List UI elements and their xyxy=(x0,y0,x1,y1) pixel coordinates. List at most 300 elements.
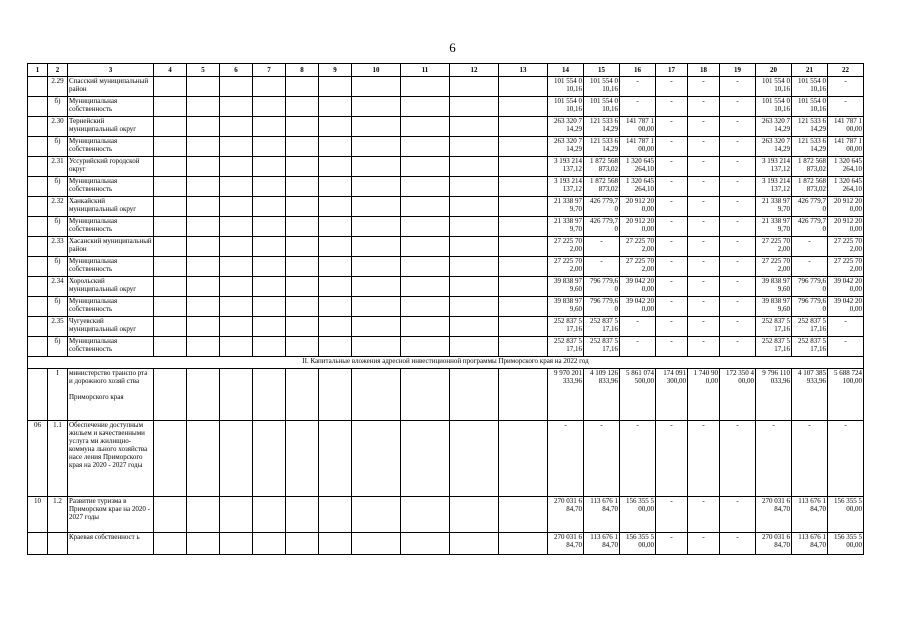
cell-empty xyxy=(286,421,319,497)
cell-empty xyxy=(319,177,352,197)
cell-col-21: 796 779,6 0 xyxy=(792,277,828,297)
header-col-5: 5 xyxy=(187,64,220,77)
page-number: 6 xyxy=(449,40,456,55)
cell-empty xyxy=(450,297,499,317)
cell-col-19: - xyxy=(720,97,756,117)
cell-empty xyxy=(154,117,187,137)
cell-empty xyxy=(253,277,286,297)
cell-col-21: 252 837 5 17,16 xyxy=(792,317,828,337)
cell-name: Хорольский муниципальный округ xyxy=(68,277,154,297)
cell-code xyxy=(28,77,48,97)
cell-col-15: 121 533 6 14,29 xyxy=(584,117,620,137)
cell-name: Развитие туризма в Приморском крае на 2020 - 2027 годы xyxy=(68,497,154,533)
cell-col-18: - xyxy=(688,157,720,177)
cell-empty xyxy=(253,97,286,117)
cell-empty xyxy=(286,317,319,337)
cell-code xyxy=(28,317,48,337)
cell-empty xyxy=(401,277,450,297)
cell-empty xyxy=(253,497,286,533)
cell-col-15: 113 676 1 84,70 xyxy=(584,533,620,555)
cell-empty xyxy=(319,117,352,137)
cell-col-15: 101 554 0 10,16 xyxy=(584,97,620,117)
cell-number: 2.35 xyxy=(48,317,68,337)
cell-empty xyxy=(286,533,319,555)
cell-col-14: 101 554 0 10,16 xyxy=(548,77,584,97)
cell-col-17: - xyxy=(656,277,688,297)
cell-col-14: 252 837 5 17,16 xyxy=(548,317,584,337)
cell-col-17: - xyxy=(656,497,688,533)
cell-col-16: 27 225 70 2,00 xyxy=(620,257,656,277)
cell-number: 2.32 xyxy=(48,197,68,217)
cell-col-17: - xyxy=(656,337,688,357)
cell-empty xyxy=(220,137,253,157)
cell-empty xyxy=(220,497,253,533)
cell-empty xyxy=(187,497,220,533)
cell-empty xyxy=(154,297,187,317)
cell-empty xyxy=(220,117,253,137)
cell-empty xyxy=(286,217,319,237)
cell-empty xyxy=(154,77,187,97)
cell-col-16: - xyxy=(620,97,656,117)
cell-name: Обеспечение доступным жильем и качественными услуга ми жилищно-коммуна льного хозяйства насе ления Приморского края на 2020 - 2027 годы xyxy=(68,421,154,497)
cell-code xyxy=(28,197,48,217)
cell-empty xyxy=(253,217,286,237)
cell-col-17: - xyxy=(656,97,688,117)
cell-empty xyxy=(187,337,220,357)
header-col-14: 14 xyxy=(548,64,584,77)
cell-number: 1.1 xyxy=(48,421,68,497)
cell-empty xyxy=(450,337,499,357)
cell-col-21: - xyxy=(792,421,828,497)
cell-col-15: 121 533 6 14,29 xyxy=(584,137,620,157)
cell-name: Муниципальная собственность xyxy=(68,217,154,237)
cell-col-16: 5 861 074 500,00 xyxy=(620,369,656,421)
cell-empty xyxy=(401,137,450,157)
header-col-1: 1 xyxy=(28,64,48,77)
cell-col-18: 1 740 90 0,00 xyxy=(688,369,720,421)
cell-empty xyxy=(450,177,499,197)
table-row xyxy=(28,317,864,337)
cell-col-21: 1 872 568 873,02 xyxy=(792,157,828,177)
cell-empty xyxy=(253,317,286,337)
cell-col-21: 113 676 1 84,70 xyxy=(792,533,828,555)
cell-col-19: - xyxy=(720,297,756,317)
cell-empty xyxy=(187,117,220,137)
cell-empty xyxy=(286,237,319,257)
cell-col-15: 1 872 568 873,02 xyxy=(584,177,620,197)
cell-empty xyxy=(319,157,352,177)
cell-col-22: 141 787 1 00,00 xyxy=(828,137,864,157)
table-row xyxy=(28,337,864,357)
cell-empty xyxy=(499,257,548,277)
header-col-6: 6 xyxy=(220,64,253,77)
cell-col-20: 263 320 7 14,29 xyxy=(756,117,792,137)
cell-col-18: - xyxy=(688,137,720,157)
cell-code xyxy=(28,277,48,297)
cell-empty xyxy=(450,97,499,117)
cell-col-18: - xyxy=(688,177,720,197)
cell-empty xyxy=(187,197,220,217)
cell-col-22: 1 320 645 264,10 xyxy=(828,177,864,197)
table-row xyxy=(28,137,864,157)
cell-col-18: - xyxy=(688,97,720,117)
cell-empty xyxy=(401,317,450,337)
cell-empty xyxy=(450,497,499,533)
cell-empty xyxy=(286,369,319,421)
cell-empty xyxy=(154,137,187,157)
cell-col-17: - xyxy=(656,421,688,497)
cell-empty xyxy=(220,421,253,497)
cell-col-14: 39 838 97 9,60 xyxy=(548,297,584,317)
cell-col-14: 270 031 6 84,70 xyxy=(548,497,584,533)
cell-empty xyxy=(253,117,286,137)
cell-number: б) xyxy=(48,177,68,197)
header-col-4: 4 xyxy=(154,64,187,77)
cell-col-19: - xyxy=(720,217,756,237)
cell-empty xyxy=(286,97,319,117)
cell-empty xyxy=(450,277,499,297)
table-row xyxy=(28,497,864,533)
cell-empty xyxy=(352,197,401,217)
cell-col-20: 9 796 110 033,96 xyxy=(756,369,792,421)
cell-empty xyxy=(154,369,187,421)
cell-empty xyxy=(286,337,319,357)
cell-col-16: 156 355 5 00,00 xyxy=(620,497,656,533)
cell-col-16: 39 042 20 0,00 xyxy=(620,297,656,317)
cell-empty xyxy=(499,297,548,317)
cell-empty xyxy=(499,137,548,157)
cell-empty xyxy=(401,177,450,197)
header-col-17: 17 xyxy=(656,64,688,77)
cell-col-19: - xyxy=(720,157,756,177)
cell-name: министерство транспо рта и дорожного хозяй ства Приморского края xyxy=(68,369,154,421)
investment-table xyxy=(27,63,864,555)
table-row xyxy=(28,369,864,421)
cell-empty xyxy=(253,197,286,217)
cell-name: Муниципальная собственность xyxy=(68,297,154,317)
cell-empty xyxy=(499,117,548,137)
cell-name: Муниципальная собственность xyxy=(68,97,154,117)
cell-empty xyxy=(220,237,253,257)
cell-empty xyxy=(220,77,253,97)
header-col-10: 10 xyxy=(352,64,401,77)
cell-col-18: - xyxy=(688,277,720,297)
cell-col-15: 426 779,7 0 xyxy=(584,217,620,237)
cell-empty xyxy=(253,237,286,257)
cell-empty xyxy=(319,277,352,297)
cell-col-18: - xyxy=(688,197,720,217)
cell-empty xyxy=(499,237,548,257)
cell-col-16: 20 912 20 0,00 xyxy=(620,217,656,237)
cell-empty xyxy=(352,257,401,277)
cell-col-15: 796 779,6 0 xyxy=(584,277,620,297)
cell-code xyxy=(28,337,48,357)
cell-col-22: 156 355 5 00,00 xyxy=(828,497,864,533)
cell-col-21: 113 676 1 84,70 xyxy=(792,497,828,533)
cell-empty xyxy=(253,533,286,555)
cell-empty xyxy=(187,297,220,317)
header-col-13: 13 xyxy=(499,64,548,77)
cell-empty xyxy=(319,97,352,117)
table-row xyxy=(28,217,864,237)
cell-col-16: 1 320 645 264,10 xyxy=(620,157,656,177)
cell-empty xyxy=(450,317,499,337)
cell-col-22: - xyxy=(828,77,864,97)
cell-empty xyxy=(401,157,450,177)
cell-empty xyxy=(450,421,499,497)
cell-col-22: 27 225 70 2,00 xyxy=(828,237,864,257)
cell-code xyxy=(28,117,48,137)
cell-col-22: 39 042 20 0,00 xyxy=(828,277,864,297)
cell-col-20: 39 838 97 9,60 xyxy=(756,297,792,317)
cell-number: 2.30 xyxy=(48,117,68,137)
cell-col-15: 252 837 5 17,16 xyxy=(584,337,620,357)
cell-col-20: 263 320 7 14,29 xyxy=(756,137,792,157)
cell-col-15: - xyxy=(584,257,620,277)
cell-name: Краевая собственност ь xyxy=(68,533,154,555)
cell-code xyxy=(28,257,48,277)
cell-empty xyxy=(286,157,319,177)
header-col-11: 11 xyxy=(401,64,450,77)
cell-col-21: 101 554 0 10,16 xyxy=(792,77,828,97)
cell-col-22: - xyxy=(828,421,864,497)
cell-empty xyxy=(286,77,319,97)
cell-empty xyxy=(220,197,253,217)
cell-empty xyxy=(450,533,499,555)
cell-empty xyxy=(401,217,450,237)
cell-code: 10 xyxy=(28,497,48,533)
cell-name: Уссурийский городской округ xyxy=(68,157,154,177)
cell-empty xyxy=(154,533,187,555)
cell-col-16: - xyxy=(620,317,656,337)
cell-empty xyxy=(220,217,253,237)
cell-code xyxy=(28,237,48,257)
cell-empty xyxy=(499,157,548,177)
cell-col-21: 426 779,7 0 xyxy=(792,217,828,237)
cell-col-20: 27 225 70 2,00 xyxy=(756,237,792,257)
table-row xyxy=(28,157,864,177)
header-col-9: 9 xyxy=(319,64,352,77)
cell-col-14: 9 970 201 333,96 xyxy=(548,369,584,421)
cell-col-20: 21 338 97 9,70 xyxy=(756,197,792,217)
cell-empty xyxy=(401,257,450,277)
header-col-20: 20 xyxy=(756,64,792,77)
cell-col-16: - xyxy=(620,77,656,97)
cell-col-17: - xyxy=(656,77,688,97)
cell-empty xyxy=(401,197,450,217)
cell-number xyxy=(48,533,68,555)
cell-empty xyxy=(450,117,499,137)
cell-col-19: - xyxy=(720,317,756,337)
cell-empty xyxy=(286,117,319,137)
cell-col-14: 21 338 97 9,70 xyxy=(548,217,584,237)
cell-empty xyxy=(154,157,187,177)
cell-code xyxy=(28,157,48,177)
cell-empty xyxy=(401,297,450,317)
cell-col-15: 426 779,7 0 xyxy=(584,197,620,217)
table-row xyxy=(28,117,864,137)
cell-empty xyxy=(253,337,286,357)
cell-name: Муниципальная собственность xyxy=(68,337,154,357)
cell-col-14: - xyxy=(548,421,584,497)
cell-col-18: - xyxy=(688,337,720,357)
table-row xyxy=(28,237,864,257)
cell-empty xyxy=(352,297,401,317)
cell-col-14: 21 338 97 9,70 xyxy=(548,197,584,217)
cell-empty xyxy=(220,97,253,117)
cell-empty xyxy=(253,177,286,197)
cell-empty xyxy=(352,497,401,533)
table-row xyxy=(28,97,864,117)
cell-col-21: - xyxy=(792,257,828,277)
cell-col-19: - xyxy=(720,77,756,97)
cell-empty xyxy=(187,77,220,97)
cell-empty xyxy=(450,257,499,277)
cell-empty xyxy=(401,337,450,357)
cell-empty xyxy=(352,97,401,117)
cell-empty xyxy=(154,177,187,197)
cell-empty xyxy=(187,277,220,297)
cell-empty xyxy=(352,177,401,197)
cell-empty xyxy=(220,337,253,357)
cell-col-21: 252 837 5 17,16 xyxy=(792,337,828,357)
cell-empty xyxy=(319,217,352,237)
cell-name: Тернейский муниципальный округ xyxy=(68,117,154,137)
cell-col-19: - xyxy=(720,533,756,555)
cell-col-15: 113 676 1 84,70 xyxy=(584,497,620,533)
cell-empty xyxy=(154,421,187,497)
cell-col-14: 270 031 6 84,70 xyxy=(548,533,584,555)
cell-empty xyxy=(319,137,352,157)
cell-name: Муниципальная собственность xyxy=(68,257,154,277)
cell-name: Ханкайский муниципальный округ xyxy=(68,197,154,217)
cell-empty xyxy=(220,277,253,297)
cell-empty xyxy=(499,497,548,533)
cell-col-14: 27 225 70 2,00 xyxy=(548,257,584,277)
cell-name: Хасанский муниципальный район xyxy=(68,237,154,257)
cell-col-18: - xyxy=(688,237,720,257)
cell-empty xyxy=(154,257,187,277)
cell-code: 06 xyxy=(28,421,48,497)
cell-col-15: 4 109 126 833,96 xyxy=(584,369,620,421)
cell-code xyxy=(28,297,48,317)
cell-empty xyxy=(319,257,352,277)
cell-empty xyxy=(220,257,253,277)
header-col-2: 2 xyxy=(48,64,68,77)
cell-col-20: 27 225 70 2,00 xyxy=(756,257,792,277)
table-row xyxy=(28,533,864,555)
cell-empty xyxy=(220,177,253,197)
cell-empty xyxy=(319,421,352,497)
cell-col-22: - xyxy=(828,337,864,357)
cell-empty xyxy=(286,497,319,533)
cell-col-16: 141 787 1 00,00 xyxy=(620,117,656,137)
cell-empty xyxy=(154,497,187,533)
cell-code xyxy=(28,97,48,117)
cell-col-20: 270 031 6 84,70 xyxy=(756,533,792,555)
cell-col-18: - xyxy=(688,421,720,497)
cell-col-18: - xyxy=(688,533,720,555)
section-title: II. Капитальные вложения адресной инвестиционной программы Приморского края на 2022 год xyxy=(28,357,864,369)
cell-name: Муниципальная собственность xyxy=(68,177,154,197)
cell-col-14: 101 554 0 10,16 xyxy=(548,97,584,117)
cell-col-17: - xyxy=(656,237,688,257)
cell-empty xyxy=(401,97,450,117)
cell-col-20: 270 031 6 84,70 xyxy=(756,497,792,533)
cell-empty xyxy=(352,533,401,555)
cell-empty xyxy=(253,421,286,497)
cell-empty xyxy=(450,77,499,97)
cell-number: б) xyxy=(48,297,68,317)
cell-number: 2.34 xyxy=(48,277,68,297)
cell-col-19: - xyxy=(720,257,756,277)
cell-empty xyxy=(187,533,220,555)
cell-col-19: - xyxy=(720,421,756,497)
cell-col-19: - xyxy=(720,137,756,157)
cell-col-15: - xyxy=(584,237,620,257)
cell-col-21: 4 107 385 933,96 xyxy=(792,369,828,421)
cell-col-17: 174 091 300,00 xyxy=(656,369,688,421)
cell-empty xyxy=(352,157,401,177)
cell-col-21: - xyxy=(792,237,828,257)
cell-number: 2.29 xyxy=(48,77,68,97)
cell-col-20: 252 837 5 17,16 xyxy=(756,337,792,357)
header-col-18: 18 xyxy=(688,64,720,77)
cell-empty xyxy=(352,77,401,97)
header-col-19: 19 xyxy=(720,64,756,77)
cell-col-14: 263 320 7 14,29 xyxy=(548,117,584,137)
cell-col-16: 39 042 20 0,00 xyxy=(620,277,656,297)
cell-empty xyxy=(401,421,450,497)
cell-empty xyxy=(401,533,450,555)
cell-col-19: - xyxy=(720,277,756,297)
cell-empty xyxy=(499,337,548,357)
cell-empty xyxy=(401,237,450,257)
cell-empty xyxy=(352,421,401,497)
table-row xyxy=(28,277,864,297)
cell-empty xyxy=(352,117,401,137)
cell-col-20: 101 554 0 10,16 xyxy=(756,77,792,97)
cell-col-17: - xyxy=(656,317,688,337)
table-row xyxy=(28,177,864,197)
cell-empty xyxy=(401,77,450,97)
cell-col-19: 172 350 4 00,00 xyxy=(720,369,756,421)
cell-empty xyxy=(499,97,548,117)
cell-col-17: - xyxy=(656,177,688,197)
cell-col-22: 39 042 20 0,00 xyxy=(828,297,864,317)
cell-number: б) xyxy=(48,217,68,237)
cell-col-15: - xyxy=(584,421,620,497)
cell-empty xyxy=(499,197,548,217)
cell-col-20: - xyxy=(756,421,792,497)
cell-col-15: 101 554 0 10,16 xyxy=(584,77,620,97)
cell-col-21: 426 779,7 0 xyxy=(792,197,828,217)
cell-col-19: - xyxy=(720,337,756,357)
cell-empty xyxy=(253,77,286,97)
cell-empty xyxy=(401,497,450,533)
cell-col-17: - xyxy=(656,197,688,217)
cell-col-22: - xyxy=(828,317,864,337)
cell-number: 2.33 xyxy=(48,237,68,257)
cell-col-22: 5 688 724 100,00 xyxy=(828,369,864,421)
header-col-16: 16 xyxy=(620,64,656,77)
cell-col-17: - xyxy=(656,157,688,177)
cell-empty xyxy=(319,317,352,337)
cell-empty xyxy=(352,277,401,297)
cell-col-17: - xyxy=(656,297,688,317)
cell-col-20: 3 193 214 137,12 xyxy=(756,177,792,197)
cell-empty xyxy=(450,137,499,157)
